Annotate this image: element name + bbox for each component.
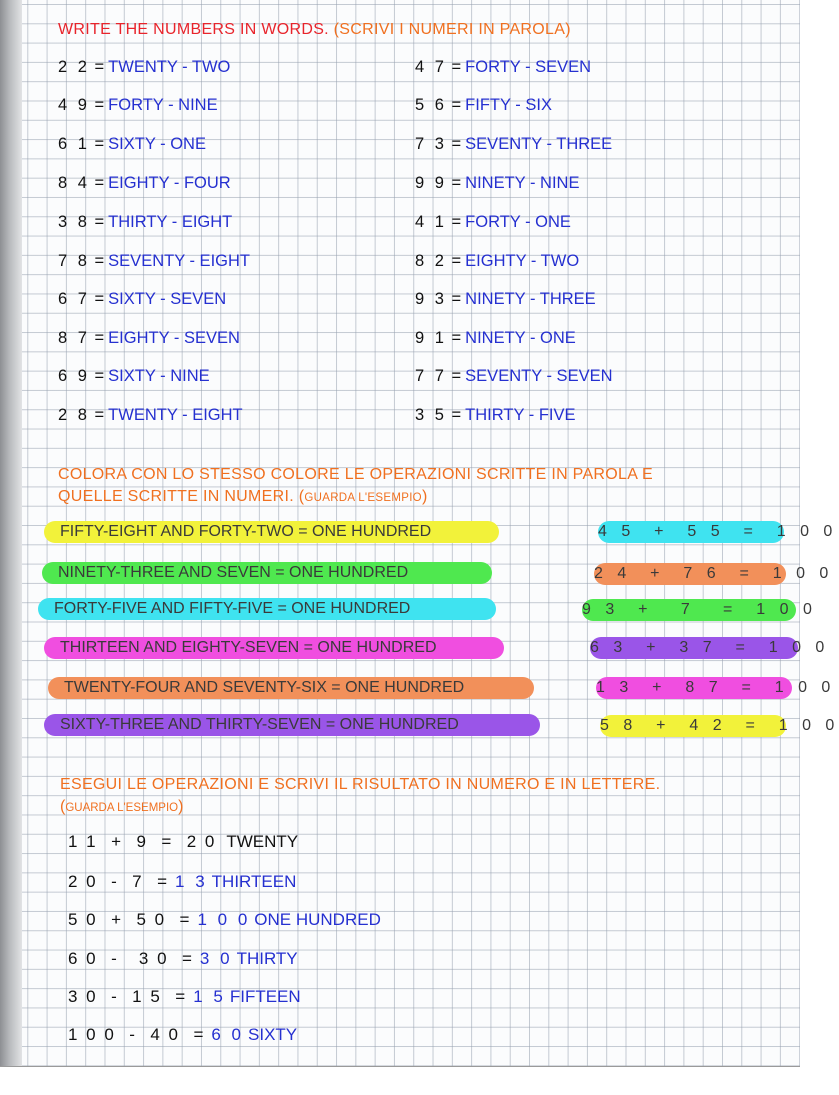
- number-word-row: [415, 329, 576, 348]
- exercise-row: [68, 949, 298, 969]
- equals-sign: =: [89, 329, 105, 347]
- number-word: NINETY - NINE: [465, 174, 580, 192]
- word-operation-text: FORTY-FIVE AND FIFTY-FIVE = ONE HUNDRED: [54, 600, 411, 617]
- number-digits: 8 4: [58, 174, 90, 192]
- equals-sign: =: [446, 329, 462, 347]
- equals-sign: =: [89, 367, 105, 385]
- equals-sign: =: [446, 367, 462, 385]
- exercise-row: [68, 910, 381, 930]
- section3-title: ESEGUI LE OPERAZIONI E SCRIVI IL RISULTATO IN NUMERO E IN LETTERE.: [60, 776, 661, 793]
- exercise-result-number: 1 3: [175, 872, 208, 891]
- number-word-row: [415, 406, 576, 425]
- number-operation-highlight: [582, 599, 817, 621]
- number-operation-highlight: [598, 521, 838, 543]
- sheet-bottom-edge: [0, 1066, 800, 1067]
- equals-sign: =: [89, 135, 105, 153]
- word-operation-text: FIFTY-EIGHT AND FORTY-TWO = ONE HUNDRED: [60, 523, 432, 540]
- equals-sign: =: [89, 174, 105, 192]
- number-word: SIXTY - SEVEN: [108, 290, 227, 308]
- equals-sign: =: [446, 213, 462, 231]
- number-operation-text: 9 3 + 7 = 1 0 0: [582, 601, 817, 618]
- number-word-row: [415, 174, 579, 193]
- exercise-result-word: FIFTEEN: [229, 987, 301, 1006]
- section1-subtitle: (SCRIVI I NUMERI IN PAROLA): [333, 21, 571, 38]
- word-operation-highlight: [44, 521, 499, 543]
- section3-example-note: [60, 798, 183, 816]
- number-digits: 7 8: [58, 252, 90, 270]
- number-word: NINETY - THREE: [465, 290, 596, 308]
- exercise-result-number: 1 5: [193, 987, 226, 1006]
- exercise-result-number: 1 0 0: [197, 910, 251, 929]
- number-operation-highlight: [600, 715, 839, 737]
- word-operation-highlight: [48, 677, 534, 699]
- section1-title: WRITE THE NUMBERS IN WORDS.: [58, 21, 329, 38]
- number-word-row: [415, 96, 552, 115]
- word-operation-text: SIXTY-THREE AND THIRTY-SEVEN = ONE HUNDRED: [60, 716, 459, 733]
- number-digits: 4 7: [415, 58, 447, 76]
- number-word-row: [415, 290, 596, 309]
- equals-sign: =: [446, 58, 462, 76]
- paren-close: ): [421, 488, 428, 505]
- word-operation-text: NINETY-THREE AND SEVEN = ONE HUNDRED: [58, 564, 409, 581]
- equals-sign: =: [446, 135, 462, 153]
- number-digits: 2 8: [58, 406, 90, 424]
- number-word-row: [58, 174, 231, 193]
- exercise-result-word: THIRTEEN: [211, 872, 297, 891]
- exercise-operation: 3 0 - 1 5 =: [68, 987, 188, 1006]
- section1-heading: [58, 21, 571, 39]
- equals-sign: =: [446, 290, 462, 308]
- exercise-result-number: 6 0: [211, 1025, 245, 1044]
- number-digits: 6 1: [58, 135, 90, 153]
- exercise-result-word: SIXTY: [248, 1025, 298, 1044]
- exercise-row: [68, 872, 296, 892]
- exercise-result-word: ONE HUNDRED: [254, 910, 381, 929]
- number-digits: 4 1: [415, 213, 447, 231]
- number-word: EIGHTY - SEVEN: [108, 329, 240, 347]
- number-word: EIGHTY - FOUR: [108, 174, 231, 192]
- paren-close: ): [178, 798, 184, 815]
- number-word-row: [415, 135, 612, 154]
- number-digits: 7 7: [415, 367, 447, 385]
- section2-example-note: [299, 488, 428, 505]
- example-label: GUARDA L'ESEMPIO: [65, 802, 179, 814]
- word-operation-highlight: [44, 714, 540, 736]
- number-word: THIRTY - EIGHT: [108, 213, 233, 231]
- exercise-result-word: THIRTY: [236, 949, 298, 968]
- number-digits: 4 9: [58, 96, 90, 114]
- number-word: TWENTY - TWO: [108, 58, 231, 76]
- number-word-row: [58, 58, 230, 77]
- notebook-binding-edge: [0, 0, 22, 1066]
- number-word: FORTY - NINE: [108, 96, 218, 114]
- number-operation-text: 2 4 + 7 6 = 1 0 0: [594, 565, 834, 582]
- number-word-row: [58, 329, 240, 348]
- exercise-row: [68, 1025, 297, 1045]
- number-digits: 8 2: [415, 252, 447, 270]
- number-digits: 9 3: [415, 290, 447, 308]
- word-operation-text: TWENTY-FOUR AND SEVENTY-SIX = ONE HUNDRED: [64, 679, 465, 696]
- number-word-row: [58, 290, 226, 309]
- number-operation-highlight: [590, 637, 830, 659]
- number-digits: 9 1: [415, 329, 447, 347]
- number-word-row: [58, 367, 210, 386]
- equals-sign: =: [89, 290, 105, 308]
- number-word: NINETY - ONE: [465, 329, 576, 347]
- number-digits: 6 7: [58, 290, 90, 308]
- number-operation-text: 4 5 + 5 5 = 1 0 0: [598, 523, 838, 540]
- paren-open: (: [60, 798, 66, 815]
- number-operation-highlight: [596, 677, 836, 699]
- exercise-result-word: TWENTY: [226, 832, 299, 851]
- number-word: TWENTY - EIGHT: [108, 406, 243, 424]
- example-label: GUARDA L'ESEMPIO: [304, 492, 422, 504]
- number-word-row: [415, 252, 579, 271]
- number-word-row: [58, 96, 218, 115]
- exercise-result-number: 3 0: [199, 949, 233, 968]
- number-word: THIRTY - FIVE: [465, 406, 576, 424]
- number-operation-text: 6 3 + 3 7 = 1 0 0: [590, 639, 830, 656]
- number-word-row: [415, 58, 591, 77]
- exercise-operation: 5 0 + 5 0 =: [68, 910, 192, 929]
- number-word: FIFTY - SIX: [465, 96, 552, 114]
- number-word-row: [58, 135, 206, 154]
- number-word-row: [58, 252, 250, 271]
- exercise-row: [68, 987, 301, 1007]
- number-word: SIXTY - NINE: [108, 367, 210, 385]
- number-digits: 6 9: [58, 367, 90, 385]
- number-word: SEVENTY - SEVEN: [465, 367, 613, 385]
- section2-title-text: QUELLE SCRITTE IN NUMERI.: [58, 488, 294, 505]
- equals-sign: =: [446, 406, 462, 424]
- number-word-row: [415, 367, 613, 386]
- paren-open: (: [298, 488, 305, 505]
- exercise-operation: 6 0 - 3 0 =: [68, 949, 194, 968]
- word-operation-highlight: [44, 637, 504, 659]
- equals-sign: =: [446, 174, 462, 192]
- number-word-row: [415, 213, 571, 232]
- exercise-operation: 1 0 0 - 4 0 =: [68, 1025, 206, 1044]
- number-digits: 3 8: [58, 213, 90, 231]
- equals-sign: =: [446, 252, 462, 270]
- number-word: EIGHTY - TWO: [465, 252, 580, 270]
- number-operation-highlight: [594, 563, 834, 585]
- number-word: SEVENTY - EIGHT: [108, 252, 250, 270]
- number-digits: 8 7: [58, 329, 90, 347]
- number-word: SIXTY - ONE: [108, 135, 206, 153]
- equals-sign: =: [89, 406, 105, 424]
- number-word-row: [58, 213, 232, 232]
- number-digits: 5 6: [415, 96, 447, 114]
- equals-sign: =: [89, 58, 105, 76]
- number-operation-text: 1 3 + 8 7 = 1 0 0: [596, 679, 836, 696]
- equals-sign: =: [446, 96, 462, 114]
- number-digits: 3 5: [415, 406, 447, 424]
- number-word: SEVENTY - THREE: [465, 135, 613, 153]
- number-digits: 9 9: [415, 174, 447, 192]
- equals-sign: =: [89, 252, 105, 270]
- section2-title-line1: COLORA CON LO STESSO COLORE LE OPERAZIONI SCRITTE IN PAROLA E: [58, 466, 654, 483]
- exercise-row: [68, 832, 298, 852]
- number-word: FORTY - SEVEN: [465, 58, 592, 76]
- section2-title-line2: [58, 488, 428, 506]
- exercise-operation: 1 1 + 9 = 2 0: [68, 832, 217, 851]
- equals-sign: =: [89, 96, 105, 114]
- exercise-operation: 2 0 - 7 =: [68, 872, 170, 891]
- number-word: FORTY - ONE: [465, 213, 571, 231]
- number-operation-text: 5 8 + 4 2 = 1 0 0: [600, 717, 839, 734]
- word-operation-highlight: [42, 562, 492, 584]
- number-word-row: [58, 406, 243, 425]
- number-digits: 7 3: [415, 135, 447, 153]
- number-digits: 2 2: [58, 58, 90, 76]
- word-operation-highlight: [38, 598, 496, 620]
- equals-sign: =: [89, 213, 105, 231]
- word-operation-text: THIRTEEN AND EIGHTY-SEVEN = ONE HUNDRED: [60, 639, 437, 656]
